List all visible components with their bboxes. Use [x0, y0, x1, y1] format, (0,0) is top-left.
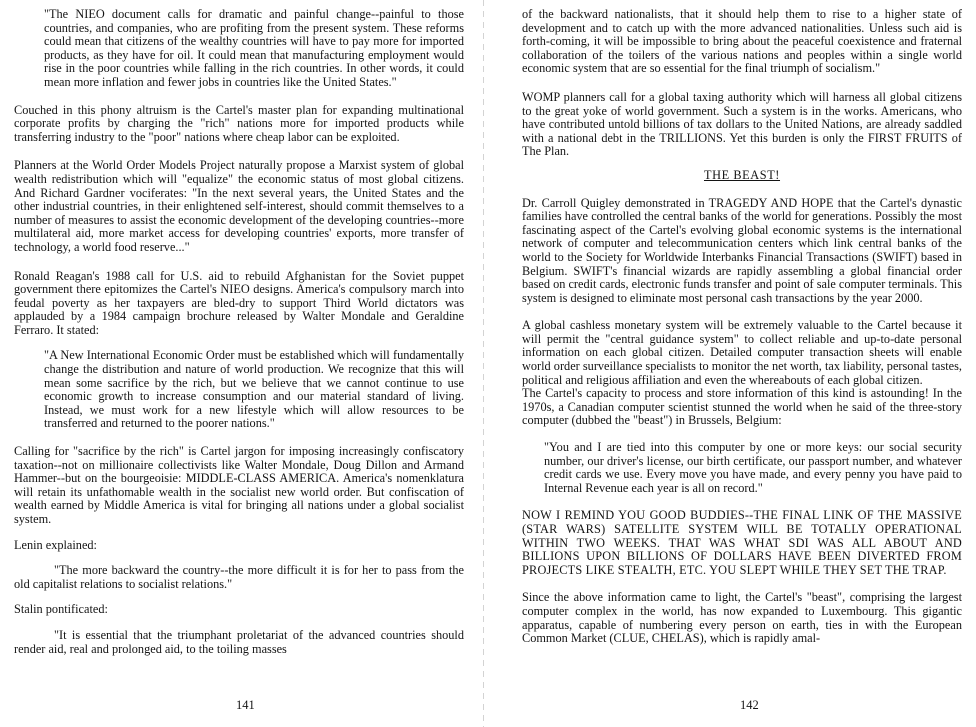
page-number-right: 142 [740, 698, 759, 712]
paragraph: A global cashless monetary system will be extremely valuable to the Cartel because it will permit the "central guidance system" to collect reliable and up-to-date personal information on each global citizen. Detailed computer transaction sheets will enable world order surveillance specialists to monitor the net worth, tax liability, personal tastes, political and religious affiliation and even the whereabouts of each global citizen. [522, 318, 962, 387]
stalin-quote: "It is essential that the triumphant proletariat of the advanced countries should render aid, real and prolonged aid, to the toiling masses [14, 627, 464, 656]
lenin-intro: Lenin explained: [14, 537, 97, 552]
book-gutter [483, 0, 484, 727]
capitalized-paragraph: NOW I REMIND YOU GOOD BUDDIES--THE FINAL LINK OF THE MASSIVE (STAR WARS) SATELLITE SYSTEM WILL BE TOTALLY OPERATIONAL WITHIN TWO WEEKS. THAT WAS WHAT SDI WAS ALL ABOUT AND BILLIONS UPON BILLIONS OF DOLLARS HAVE BEEN DIVERTED FROM PROJECTS LIKE STEALTH, ETC. YOU SLEPT WHILE THEY SET THE TRAP. [522, 508, 962, 577]
paragraph: Calling for "sacrifice by the rich" is Cartel jargon for imposing increasingly confiscatory taxation--not on millionaire collectivists like Walter Mondale, Doug Dillon and Armand Hammer--but on the bourgeoisie: MIDDLE-CLASS AMERICA. America's nomenklatura will retain its unfathomable wealth in the socialist new world order. But confiscation of wealth earned by Middle America is vital for bringing all nations under a global socialist system. [14, 444, 464, 526]
paragraph: Dr. Carroll Quigley demonstrated in TRAGEDY AND HOPE that the Cartel's dynastic families have controlled the central banks of the world for generations. Possibly the most fascinating aspect of the Cartel's evolving global economic systems is the international network of computer and telecommunication centers which link central banks of the world to the Society for Worldwide Interbanks Financial Transactions (SWIFT) based in Belgium. SWIFT's financial wizards are rapidly assembling a global financial order based on credit cards, electronic funds transfer and point of sale computer terminals. This system is designed to eliminate most personal cash transactions by the year 2000. [522, 195, 962, 305]
left-page [14, 8, 464, 656]
nieo-quote: "The NIEO document calls for dramatic and painful change--painful to those countries, and companies, who are profiting from the present system. These reforms could mean that citizens of the wealthy countries will have to pay more for imported products, as they have for oil. It could mean that manufacturing employment would rise in the poor countries while falling in the rich countries. In other words, it could mean more inflation and fewer jobs in countries like the United States." [44, 7, 464, 89]
section-heading: THE BEAST! [703, 167, 781, 182]
paragraph: of the backward nationalists, that it should help them to rise to a higher state of development and to catch up with the more advanced nationalities. Unless such aid is forth-coming, it will be impossible to bring about the peaceful coexistence and fraternal collaboration of the toilers of the various nations and peoples within a single world economic system that are so essential for the final triumph of socialism." [522, 7, 962, 76]
paragraph: WOMP planners call for a global taxing authority which will harness all global citizens to the great yoke of world government. Such a system is in the works. Americans, who have contributed untold billions of tax dollars to the United Nations, are already saddled with a national debt in the TRILLIONS. Yet this burden is only the FIRST FRUITS of The Plan. [522, 89, 962, 159]
beast-quote: "You and I are tied into this computer by one or more keys: our social security number, our driver's license, our birth certificate, our passport number, and whatever credit cards we use. Every move you have made, and every penny you have paid to Internal Revenue each year is all on record." [544, 440, 962, 495]
page-number-left: 141 [236, 698, 255, 712]
paragraph: Ronald Reagan's 1988 call for U.S. aid to rebuild Afghanistan for the Soviet puppet government there epitomizes the Cartel's NIEO designs. America's compulsory march into feudal poverty as her taxpayers are bled-dry to support Third World dictators was applauded by a 1984 campaign brochure released by Walter Mondale and Geraldine Ferraro. It stated: [14, 268, 464, 337]
paragraph: Couched in this phony altruism is the Cartel's master plan for expanding multinational corporate profits by charging the "rich" nations more for imported products while transferring industry to the "poor" nations where cheap labor can be exploited. [14, 102, 464, 144]
stalin-intro: Stalin pontificated: [14, 602, 108, 617]
lenin-quote: "The more backward the country--the more difficult it is for her to pass from the old capitalist relations to socialist relations." [14, 563, 464, 591]
paragraph: The Cartel's capacity to process and store information of this kind is astounding! In the 1970s, a Canadian computer scientist stunned the world when he said of the three-story computer (dubbed the "beast") in Brussels, Belgium: [522, 386, 962, 428]
right-page [522, 8, 962, 646]
paragraph: Planners at the World Order Models Project naturally propose a Marxist system of global wealth redistribution which will "equalize" the economic status of most global citizens. And Richard Gardner vociferates: "In the next several years, the United States and the other industrial countries, in their enlightened self-interest, should commit themselves to a number of measures to assist the economic development of the developing countries--more multilateral aid, more market access for developing countries' exports, more transfer of technology, a world food reserve..." [14, 158, 464, 254]
mondale-quote: "A New International Economic Order must be established which will fundamentally change the distribution and nature of world production. We recognize that this will mean some sacrifice by the rich, but we believe that we cannot continue to use economic growth to increase consumption and our material standard of living. Instead, we must work for a new lifestyle which will allow resources to be transferred and returned to the poorer nations." [44, 348, 464, 431]
paragraph: Since the above information came to light, the Cartel's "beast", comprising the largest computer complex in the world, has now expanded to Luxembourg. This gigantic apparatus, capable of numbering every person on earth, ties in with the European Common Market (CLUE, CHELAS), which is rapidly amal- [522, 590, 962, 646]
